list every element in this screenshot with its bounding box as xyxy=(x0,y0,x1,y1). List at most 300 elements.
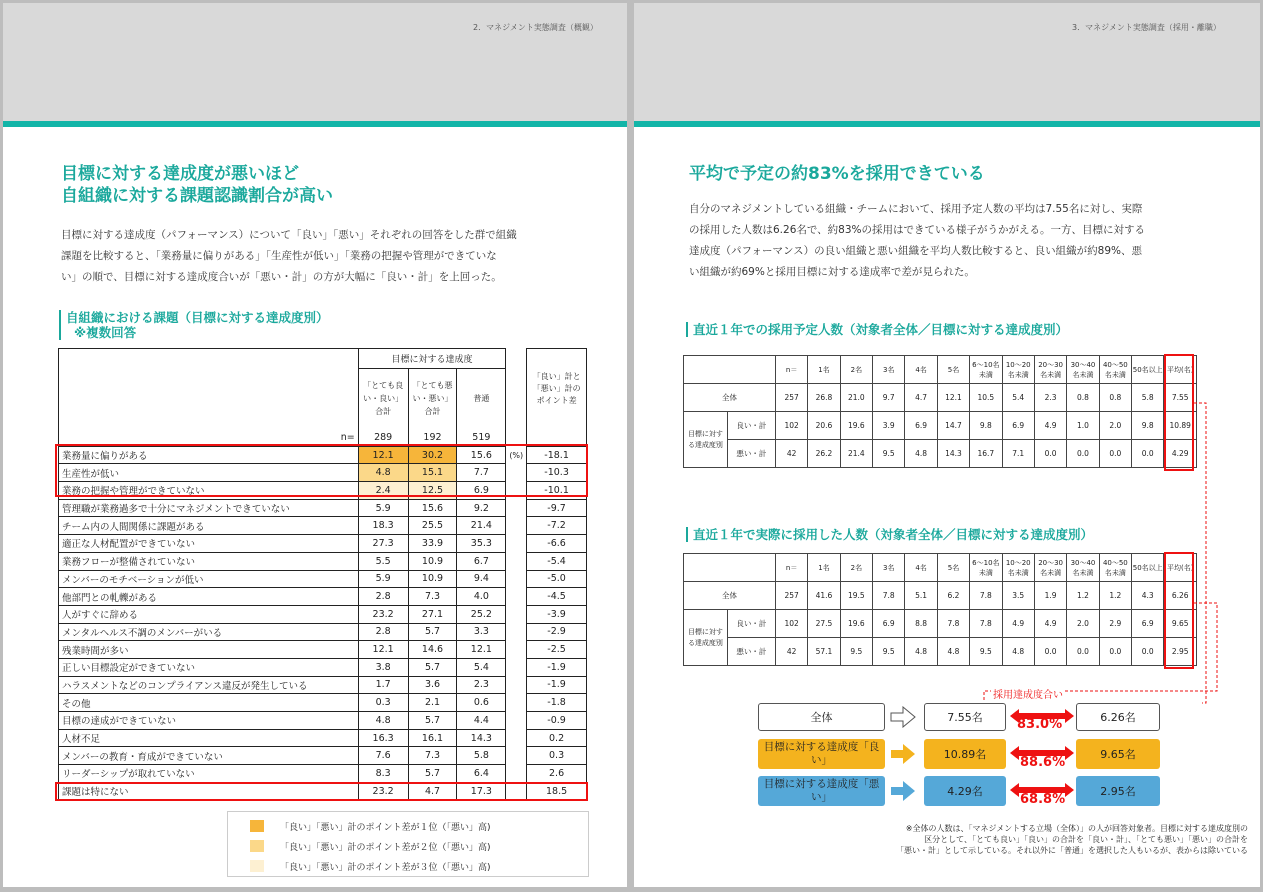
row-label: リーダーシップが取れていない xyxy=(59,765,359,783)
column-header: 3名 xyxy=(873,356,905,384)
column-header: 20～30名未満 xyxy=(1034,356,1066,384)
spacer xyxy=(506,588,527,606)
n-label: n= xyxy=(59,429,359,447)
value-good: 12.1 xyxy=(358,641,408,659)
group-header: 目標に対する達成度 xyxy=(358,349,506,369)
table-cell: 26.8 xyxy=(808,384,840,412)
row-label: 悪い・計 xyxy=(727,638,775,666)
table-cell: 42 xyxy=(775,638,807,666)
flow-actual-good: 9.65名 xyxy=(1076,739,1160,769)
spacer xyxy=(506,747,527,765)
footnote-line: 「悪い・計」として示している。それ以外に「普通」を選択した人もいるが、表からは除いている xyxy=(896,846,1248,855)
spacer xyxy=(506,694,527,712)
row-label: 管理職が業務過多で十分にマネジメントできていない xyxy=(59,499,359,517)
table-cell: 9.5 xyxy=(873,638,905,666)
flow-actual-bad: 2.95名 xyxy=(1076,776,1160,806)
table-cell: 14.7 xyxy=(937,412,969,440)
value-good: 18.3 xyxy=(358,517,408,535)
group-label: 目標に対する達成度別 xyxy=(684,412,728,468)
spacer xyxy=(506,552,527,570)
table-cell: 4.9 xyxy=(1034,412,1066,440)
table-cell: 14.3 xyxy=(937,440,969,468)
arrow-right-icon xyxy=(890,780,916,802)
table-cell: 102 xyxy=(775,610,807,638)
value-diff: -10.1 xyxy=(527,482,587,500)
table-row xyxy=(59,676,587,694)
table-cell: 257 xyxy=(775,582,807,610)
table-cell: 4.9 xyxy=(1034,610,1066,638)
value-diff: -1.8 xyxy=(527,694,587,712)
table-cell: 4.8 xyxy=(905,638,937,666)
value-normal: 21.4 xyxy=(457,517,506,535)
value-good: 2.8 xyxy=(358,588,408,606)
table-cell: 6.9 xyxy=(1132,610,1164,638)
value-bad: 25.5 xyxy=(408,517,457,535)
flow-label-all: 全体 xyxy=(758,703,885,731)
row-label: 良い・計 xyxy=(727,412,775,440)
column-header: 50名以上 xyxy=(1132,356,1164,384)
table-cell: 1.2 xyxy=(1099,582,1131,610)
arrow-right-icon xyxy=(890,743,916,765)
row-label: 人材不足 xyxy=(59,729,359,747)
bad-header: 「とても悪い・悪い」合計 xyxy=(408,369,457,429)
value-normal: 3.3 xyxy=(457,623,506,641)
section-title-text: 自組織における課題（目標に対する達成度別） xyxy=(66,310,329,325)
table-cell: 10.5 xyxy=(970,384,1002,412)
row-label: メンタルヘルス不調のメンバーがいる xyxy=(59,623,359,641)
table-cell: 42 xyxy=(775,440,807,468)
footnote xyxy=(768,823,1248,856)
table-cell: 9.5 xyxy=(873,440,905,468)
page-header: 2．マネジメント実態調査（概観） xyxy=(473,23,598,32)
table-row xyxy=(59,765,587,783)
table-cell: 1.0 xyxy=(1067,412,1099,440)
value-diff: 0.3 xyxy=(527,747,587,765)
table-cell: 2.0 xyxy=(1067,610,1099,638)
value-diff: -1.9 xyxy=(527,658,587,676)
column-header: 1名 xyxy=(808,356,840,384)
table-cell: 4.7 xyxy=(905,384,937,412)
value-good: 5.9 xyxy=(358,570,408,588)
value-diff: -3.9 xyxy=(527,605,587,623)
table-cell: 2.0 xyxy=(1099,412,1131,440)
value-normal: 4.0 xyxy=(457,588,506,606)
column-header: 6～10名未満 xyxy=(970,554,1002,582)
value-bad: 5.7 xyxy=(408,765,457,783)
legend-item xyxy=(228,816,588,836)
rate-good: 88.6% xyxy=(1020,755,1066,770)
para-line: い組織が約69%と採用目標に対する達成率で差が見られた。 xyxy=(689,266,975,278)
table-cell: 4.29 xyxy=(1164,440,1197,468)
value-good: 1.7 xyxy=(358,676,408,694)
value-bad: 12.5 xyxy=(408,482,457,500)
table-cell: 20.6 xyxy=(808,412,840,440)
value-diff: 2.6 xyxy=(527,765,587,783)
table-cell: 1.9 xyxy=(1034,582,1066,610)
value-bad: 7.3 xyxy=(408,588,457,606)
value-bad: 10.9 xyxy=(408,570,457,588)
table1-title: 直近１年での採用予定人数（対象者全体／目標に対する達成度別） xyxy=(686,322,1068,337)
table-cell: 41.6 xyxy=(808,582,840,610)
footnote-line: 区分として、「とても良い」「良い」の合計を「良い・計」、「とても悪い」「悪い」の合計を xyxy=(924,835,1248,844)
table-cell: 0.8 xyxy=(1099,384,1131,412)
row-label: 業務量に偏りがある xyxy=(59,446,359,464)
table-cell: 4.8 xyxy=(937,638,969,666)
value-normal: 12.1 xyxy=(457,641,506,659)
table-row xyxy=(59,499,587,517)
value-good: 2.8 xyxy=(358,623,408,641)
value-diff: -1.9 xyxy=(527,676,587,694)
value-good: 2.4 xyxy=(358,482,408,500)
spacer xyxy=(506,729,527,747)
table-row xyxy=(59,570,587,588)
table-cell: 7.8 xyxy=(970,610,1002,638)
spacer xyxy=(506,517,527,535)
table-cell: 5.4 xyxy=(1002,384,1034,412)
value-good: 3.8 xyxy=(358,658,408,676)
table-cell: 9.8 xyxy=(970,412,1002,440)
table-cell: 4.3 xyxy=(1132,582,1164,610)
value-normal: 17.3 xyxy=(457,782,506,800)
table2-title: 直近１年で実際に採用した人数（対象者全体／目標に対する達成度別） xyxy=(686,527,1093,542)
blank-header xyxy=(59,349,359,429)
title-line-2: 自組織に対する課題認識割合が高い xyxy=(61,186,333,206)
table-row xyxy=(59,641,587,659)
row-label: 人がすぐに辞める xyxy=(59,605,359,623)
rate-bad: 68.8% xyxy=(1020,792,1066,807)
table-cell: 2.9 xyxy=(1099,610,1131,638)
legend-swatch xyxy=(250,820,264,832)
table-row xyxy=(59,623,587,641)
value-bad: 27.1 xyxy=(408,605,457,623)
para-line: 課題を比較すると、「業務量に偏りがある」「生産性が低い」「業務の把握や管理ができていな xyxy=(61,250,497,262)
left-page xyxy=(3,3,627,887)
legend-text: 「良い」「悪い」計のポイント差が１位（「悪い」高) xyxy=(280,822,491,833)
legend-swatch xyxy=(250,860,264,872)
column-header: 40～50名未満 xyxy=(1099,554,1131,582)
table-cell: 27.5 xyxy=(808,610,840,638)
value-bad: 4.7 xyxy=(408,782,457,800)
column-header: 30～40名未満 xyxy=(1067,554,1099,582)
value-good: 16.3 xyxy=(358,729,408,747)
row-label: メンバーの教育・育成ができていない xyxy=(59,747,359,765)
table-cell: 3.9 xyxy=(873,412,905,440)
flow-label-bad: 目標に対する達成度「悪い」 xyxy=(758,776,885,806)
table-cell: 9.5 xyxy=(840,638,872,666)
table-cell: 0.0 xyxy=(1132,638,1164,666)
issues-table xyxy=(58,348,587,800)
table-cell: 0.0 xyxy=(1132,440,1164,468)
value-normal: 25.2 xyxy=(457,605,506,623)
table-row xyxy=(59,605,587,623)
value-bad: 10.9 xyxy=(408,552,457,570)
flow-planned-good: 10.89名 xyxy=(924,739,1006,769)
value-normal: 9.4 xyxy=(457,570,506,588)
value-normal: 14.3 xyxy=(457,729,506,747)
table-cell: 7.8 xyxy=(970,582,1002,610)
table-cell: 6.26 xyxy=(1164,582,1197,610)
value-normal: 9.2 xyxy=(457,499,506,517)
column-header: 平均(名) xyxy=(1164,356,1197,384)
row-label: メンバーのモチベーションが低い xyxy=(59,570,359,588)
table-cell: 9.65 xyxy=(1164,610,1197,638)
value-normal: 7.7 xyxy=(457,464,506,482)
value-good: 8.3 xyxy=(358,765,408,783)
row-label: 業務の把握や管理ができていない xyxy=(59,482,359,500)
value-bad: 5.7 xyxy=(408,712,457,730)
table-cell: 6.9 xyxy=(905,412,937,440)
table-cell: 7.1 xyxy=(1002,440,1034,468)
table-cell: 4.8 xyxy=(905,440,937,468)
row-label: 正しい目標設定ができていない xyxy=(59,658,359,676)
right-page xyxy=(634,3,1260,887)
legend xyxy=(227,811,589,877)
value-bad: 15.1 xyxy=(408,464,457,482)
row-label: 業務フローが整備されていない xyxy=(59,552,359,570)
header-band xyxy=(3,3,627,121)
value-good: 7.6 xyxy=(358,747,408,765)
n-bad: 192 xyxy=(408,429,457,447)
value-bad: 3.6 xyxy=(408,676,457,694)
section-title xyxy=(59,310,329,340)
flow-label-good: 目標に対する達成度「良い」 xyxy=(758,739,885,769)
value-bad: 14.6 xyxy=(408,641,457,659)
table-cell: 257 xyxy=(775,384,807,412)
table-cell: 10.89 xyxy=(1164,412,1197,440)
value-diff: -5.0 xyxy=(527,570,587,588)
flow-actual-all: 6.26名 xyxy=(1076,703,1160,731)
page-title: 平均で予定の約83%を採用できている xyxy=(689,164,985,184)
value-bad: 15.6 xyxy=(408,499,457,517)
table-cell: 7.8 xyxy=(937,610,969,638)
table-cell: 102 xyxy=(775,412,807,440)
table-cell: 0.0 xyxy=(1067,440,1099,468)
value-normal: 6.4 xyxy=(457,765,506,783)
table-cell: 9.7 xyxy=(873,384,905,412)
value-diff: 0.2 xyxy=(527,729,587,747)
table-cell: 19.6 xyxy=(840,610,872,638)
spacer xyxy=(506,605,527,623)
value-normal: 6.9 xyxy=(457,482,506,500)
value-diff: -18.1 xyxy=(527,446,587,464)
issue-rows xyxy=(59,446,587,800)
table-cell: 4.9 xyxy=(1002,610,1034,638)
row-label: 全体 xyxy=(684,384,776,412)
row-label: 生産性が低い xyxy=(59,464,359,482)
unit-label: (%) xyxy=(506,446,527,464)
table-cell: 9.8 xyxy=(1132,412,1164,440)
value-bad: 30.2 xyxy=(408,446,457,464)
table-cell: 19.6 xyxy=(840,412,872,440)
table-cell: 19.5 xyxy=(840,582,872,610)
value-diff: -9.7 xyxy=(527,499,587,517)
value-good: 0.3 xyxy=(358,694,408,712)
group-label: 目標に対する達成度別 xyxy=(684,610,728,666)
column-header: 10～20名未満 xyxy=(1002,554,1034,582)
table-cell: 2.3 xyxy=(1034,384,1066,412)
footnote-line: ※全体の人数は、「マネジメントする立場（全体）」の人が回答対象者。目標に対する達成度別の xyxy=(905,824,1248,833)
value-bad: 2.1 xyxy=(408,694,457,712)
value-diff: 18.5 xyxy=(527,782,587,800)
legend-swatch xyxy=(250,840,264,852)
column-header: n＝ xyxy=(775,356,807,384)
spacer xyxy=(506,535,527,553)
normal-header: 普通 xyxy=(457,369,506,429)
table-cell: 0.8 xyxy=(1067,384,1099,412)
value-good: 27.3 xyxy=(358,535,408,553)
table-cell: 21.0 xyxy=(840,384,872,412)
column-header: 平均(名) xyxy=(1164,554,1197,582)
highlight-top3 xyxy=(55,444,588,497)
row-label: チーム内の人間関係に課題がある xyxy=(59,517,359,535)
spacer xyxy=(506,499,527,517)
spacer xyxy=(506,570,527,588)
flow-planned-all: 7.55名 xyxy=(924,703,1006,731)
table-cell: 0.0 xyxy=(1034,638,1066,666)
title-line-1: 目標に対する達成度が悪いほど xyxy=(61,164,299,184)
table-row xyxy=(59,694,587,712)
value-diff: -0.9 xyxy=(527,712,587,730)
row-label: 良い・計 xyxy=(727,610,775,638)
column-header: 50名以上 xyxy=(1132,554,1164,582)
legend-item xyxy=(228,836,588,856)
row-label: 目標の達成ができていない xyxy=(59,712,359,730)
table-cell: 0.0 xyxy=(1099,440,1131,468)
column-header: 5名 xyxy=(937,554,969,582)
row-label: 悪い・計 xyxy=(727,440,775,468)
spacer xyxy=(506,623,527,641)
spacer xyxy=(506,676,527,694)
column-header: 10～20名未満 xyxy=(1002,356,1034,384)
table-cell: 7.8 xyxy=(873,582,905,610)
legend-text: 「良い」「悪い」計のポイント差が３位（「悪い」高) xyxy=(280,862,491,873)
column-header: 30～40名未満 xyxy=(1067,356,1099,384)
spacer xyxy=(506,641,527,659)
table-row xyxy=(59,535,587,553)
column-header: 2名 xyxy=(840,554,872,582)
table-cell: 16.7 xyxy=(970,440,1002,468)
para-line: い」の順で、目標に対する達成度合いが「悪い・計」の方が大幅に「良い・計」を上回った。 xyxy=(61,271,502,283)
good-header: 「とても良い・良い」合計 xyxy=(358,369,408,429)
table-cell: 2.95 xyxy=(1164,638,1197,666)
row-label: 全体 xyxy=(684,582,776,610)
table-cell: 0.0 xyxy=(1067,638,1099,666)
row-label: 他部門との軋轢がある xyxy=(59,588,359,606)
table-cell: 12.1 xyxy=(937,384,969,412)
table-row xyxy=(59,552,587,570)
table-row xyxy=(59,712,587,730)
value-diff: -10.3 xyxy=(527,464,587,482)
table-cell: 8.8 xyxy=(905,610,937,638)
value-good: 4.8 xyxy=(358,712,408,730)
column-header: 2名 xyxy=(840,356,872,384)
page-header: 3．マネジメント実態調査（採用・離職） xyxy=(1072,23,1221,32)
value-good: 23.2 xyxy=(358,782,408,800)
value-normal: 15.6 xyxy=(457,446,506,464)
table-cell: 4.8 xyxy=(1002,638,1034,666)
rate-label: 採用達成度合い xyxy=(991,686,1065,701)
table-row xyxy=(59,517,587,535)
rate-all: 83.0% xyxy=(1017,717,1063,732)
value-diff: -2.5 xyxy=(527,641,587,659)
value-normal: 2.3 xyxy=(457,676,506,694)
value-normal: 4.4 xyxy=(457,712,506,730)
page-title xyxy=(61,163,333,207)
table-cell: 5.1 xyxy=(905,582,937,610)
value-diff: -6.6 xyxy=(527,535,587,553)
column-header: 3名 xyxy=(873,554,905,582)
value-normal: 35.3 xyxy=(457,535,506,553)
value-bad: 5.7 xyxy=(408,658,457,676)
section-note: ※複数回答 xyxy=(74,325,137,340)
row-label: 課題は特にない xyxy=(59,782,359,800)
spacer xyxy=(506,658,527,676)
table-cell: 0.0 xyxy=(1034,440,1066,468)
n-normal: 519 xyxy=(457,429,506,447)
table-row xyxy=(59,588,587,606)
value-bad: 33.9 xyxy=(408,535,457,553)
spacer xyxy=(506,712,527,730)
value-diff: -4.5 xyxy=(527,588,587,606)
table-cell: 57.1 xyxy=(808,638,840,666)
table-cell: 1.2 xyxy=(1067,582,1099,610)
para-line: 自分のマネジメントしている組織・チームにおいて、採用予定人数の平均は7.55名に対し、実際 xyxy=(689,203,1143,215)
column-header: 6～10名未満 xyxy=(970,356,1002,384)
diff-header: 「良い」計と「悪い」計のポイント差 xyxy=(527,349,587,429)
table-cell: 3.5 xyxy=(1002,582,1034,610)
value-bad: 7.3 xyxy=(408,747,457,765)
spacer xyxy=(506,349,527,447)
teal-divider xyxy=(3,121,627,127)
column-header: 40～50名未満 xyxy=(1099,356,1131,384)
n-good: 289 xyxy=(358,429,408,447)
para-line: 目標に対する達成度（パフォーマンス）について「良い」「悪い」それぞれの回答をした群で組織 xyxy=(61,229,517,241)
value-diff: -7.2 xyxy=(527,517,587,535)
flow-planned-bad: 4.29名 xyxy=(924,776,1006,806)
value-normal: 5.4 xyxy=(457,658,506,676)
value-good: 5.9 xyxy=(358,499,408,517)
table-cell: 6.9 xyxy=(1002,412,1034,440)
table-cell: 26.2 xyxy=(808,440,840,468)
table-row xyxy=(59,658,587,676)
table-cell: 6.9 xyxy=(873,610,905,638)
table-row xyxy=(59,747,587,765)
value-bad: 5.7 xyxy=(408,623,457,641)
value-diff: -2.9 xyxy=(527,623,587,641)
column-header: 1名 xyxy=(808,554,840,582)
highlight-no-issue xyxy=(55,782,588,801)
table-cell: 6.2 xyxy=(937,582,969,610)
spacer xyxy=(506,765,527,783)
table-row xyxy=(59,729,587,747)
row-label: その他 xyxy=(59,694,359,712)
intro-paragraph xyxy=(61,225,591,288)
value-good: 4.8 xyxy=(358,464,408,482)
outline-arrow-icon xyxy=(890,706,916,728)
value-good: 5.5 xyxy=(358,552,408,570)
value-normal: 5.8 xyxy=(457,747,506,765)
value-bad: 16.1 xyxy=(408,729,457,747)
table-cell: 0.0 xyxy=(1099,638,1131,666)
column-header: 4名 xyxy=(905,554,937,582)
column-header: 20～30名未満 xyxy=(1034,554,1066,582)
value-diff: -5.4 xyxy=(527,552,587,570)
table-cell: 5.8 xyxy=(1132,384,1164,412)
para-line: の採用した人数は6.26名で、約83%の採用はできている様子がうかがえる。一方、目標に対する xyxy=(689,224,1146,236)
column-header: 5名 xyxy=(937,356,969,384)
column-header: 4名 xyxy=(905,356,937,384)
legend-text: 「良い」「悪い」計のポイント差が２位（「悪い」高) xyxy=(280,842,491,853)
